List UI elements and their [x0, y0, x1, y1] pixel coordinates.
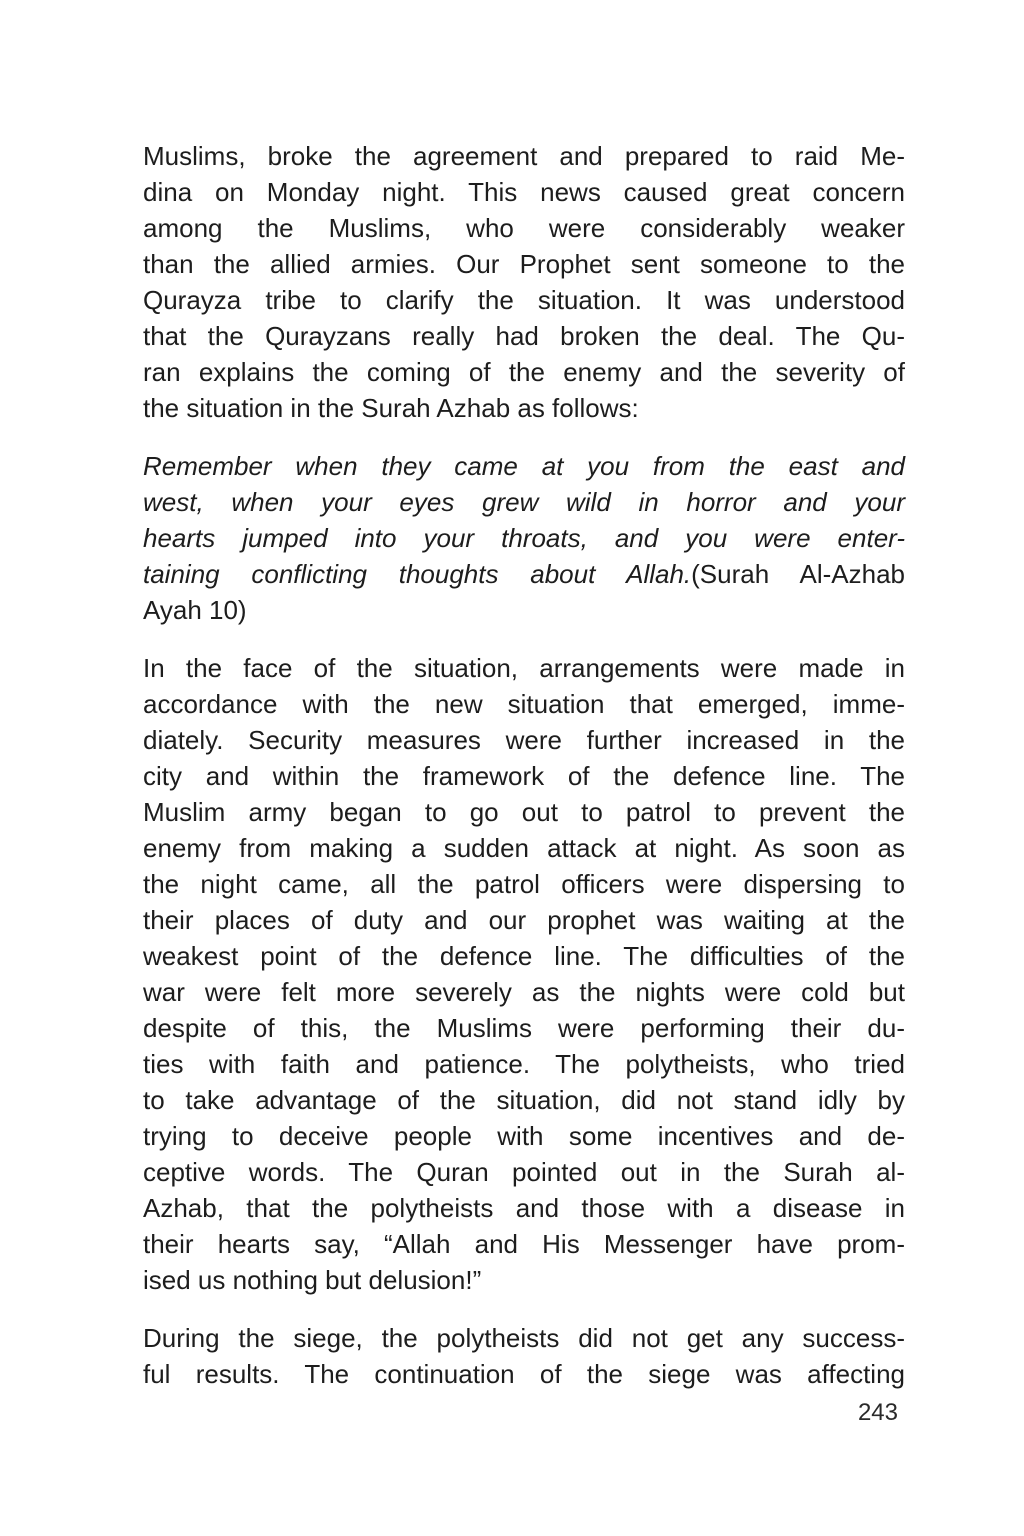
text-line	[143, 390, 905, 426]
body-text: their hearts say, “Allah and His Messenger have prom-	[143, 1229, 905, 1259]
paragraph-defence-measures	[143, 650, 905, 1298]
text-line	[143, 650, 905, 686]
text-line	[143, 282, 905, 318]
text-line	[143, 138, 905, 174]
text-line	[143, 722, 905, 758]
body-text: the night came, all the patrol officers were dispersing to	[143, 869, 905, 899]
body-text: city and within the framework of the defence line. The	[143, 761, 905, 791]
body-text: Qurayza tribe to clarify the situation. It was understood	[143, 285, 905, 315]
body-text: that the Qurayzans really had broken the deal. The Qu-	[143, 321, 905, 351]
body-text: ceptive words. The Quran pointed out in the Surah al-	[143, 1157, 905, 1187]
body-text: despite of this, the Muslims were performing their du-	[143, 1013, 905, 1043]
body-text: to take advantage of the situation, did not stand idly by	[143, 1085, 905, 1115]
text-line	[143, 1082, 905, 1118]
text-line	[143, 1226, 905, 1262]
body-text: ised us nothing but delusion!”	[143, 1265, 482, 1295]
body-text: trying to deceive people with some incentives and de-	[143, 1121, 905, 1151]
body-text: (Surah Al-Azhab	[691, 559, 905, 589]
text-line	[143, 354, 905, 390]
text-line	[143, 318, 905, 354]
text-line	[143, 1010, 905, 1046]
body-text: enemy from making a sudden attack at night. As soon as	[143, 833, 905, 863]
quote-italic-text: hearts jumped into your throats, and you were enter-	[143, 523, 905, 553]
text-line	[143, 592, 905, 628]
text-line	[143, 520, 905, 556]
quote-italic-text: taining conflicting thoughts about Allah.	[143, 559, 692, 589]
paragraph-intro	[143, 138, 905, 426]
body-text: weakest point of the defence line. The difficulties of the	[143, 941, 905, 971]
text-line	[143, 556, 905, 592]
text-line	[143, 484, 905, 520]
text-line	[143, 758, 905, 794]
page-number: 243	[857, 1399, 898, 1426]
text-line	[143, 686, 905, 722]
body-text: dina on Monday night. This news caused great concern	[143, 177, 905, 207]
body-text: Azhab, that the polytheists and those with a disease in	[143, 1193, 905, 1223]
text-line	[143, 1154, 905, 1190]
text-line	[143, 1262, 905, 1298]
paragraph-siege	[143, 1320, 905, 1392]
body-text: During the siege, the polytheists did not get any success-	[143, 1323, 905, 1353]
text-line	[143, 1046, 905, 1082]
text-line	[143, 246, 905, 282]
body-text: among the Muslims, who were considerably weaker	[143, 213, 905, 243]
quote-italic-text: west, when your eyes grew wild in horror and your	[143, 487, 905, 517]
body-text: than the allied armies. Our Prophet sent someone to the	[143, 249, 905, 279]
text-line	[143, 866, 905, 902]
text-line	[143, 1118, 905, 1154]
body-text: ful results. The continuation of the siege was affecting	[143, 1359, 905, 1389]
quote-italic-text: Remember when they came at you from the east and	[143, 451, 905, 481]
body-text: ties with faith and patience. The polytheists, who tried	[143, 1049, 905, 1079]
text-line	[143, 210, 905, 246]
body-text: the situation in the Surah Azhab as follows:	[143, 393, 639, 423]
body-text: Muslim army began to go out to patrol to prevent the	[143, 797, 905, 827]
body-text: Ayah 10)	[143, 595, 247, 625]
text-line	[143, 974, 905, 1010]
text-line	[143, 1190, 905, 1226]
text-line	[143, 1356, 905, 1392]
text-line	[143, 174, 905, 210]
body-text: accordance with the new situation that emerged, imme-	[143, 689, 905, 719]
text-line	[143, 902, 905, 938]
paragraph-quran-quote	[143, 448, 905, 628]
text-line	[143, 448, 905, 484]
text-line	[143, 1320, 905, 1356]
body-text: diately. Security measures were further increased in the	[143, 725, 905, 755]
body-text: In the face of the situation, arrangements were made in	[143, 653, 905, 683]
text-line	[143, 830, 905, 866]
body-text: Muslims, broke the agreement and prepared to raid Me-	[143, 141, 905, 171]
body-text: their places of duty and our prophet was waiting at the	[143, 905, 905, 935]
text-block	[143, 138, 905, 1414]
body-text: ran explains the coming of the enemy and the severity of	[143, 357, 905, 387]
body-text: war were felt more severely as the nights were cold but	[143, 977, 905, 1007]
text-line	[143, 794, 905, 830]
text-line	[143, 938, 905, 974]
